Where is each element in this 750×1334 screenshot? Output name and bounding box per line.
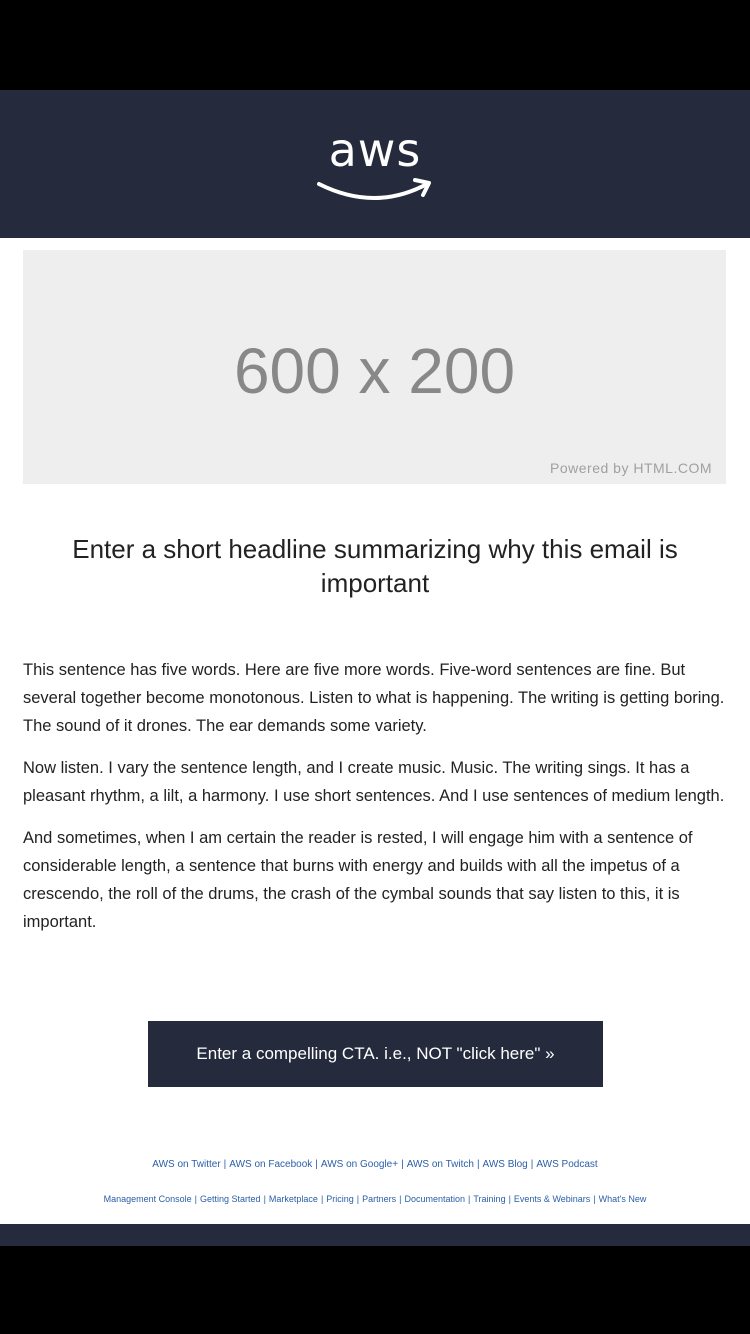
aws-logo-text: aws <box>328 123 422 177</box>
footer-separator: | <box>399 1194 402 1204</box>
footer-link-twitch[interactable]: AWS on Twitch <box>406 1159 474 1170</box>
aws-logo[interactable] <box>305 114 445 214</box>
footer-resource-links <box>0 1194 750 1204</box>
email-header <box>0 90 750 238</box>
cta-button[interactable]: Enter a compelling CTA. i.e., NOT "click here" » <box>148 1021 603 1087</box>
email-body <box>0 238 750 1224</box>
footer-link-pricing[interactable]: Pricing <box>326 1194 354 1204</box>
body-paragraph: This sentence has five words. Here are five more words. Five-word sentences are fine. But several together become monotonous. Listen to what is happening. The writing is getting boring. The sound of it drones. The ear demands some variety. <box>23 661 725 735</box>
footer-link-training[interactable]: Training <box>473 1194 506 1204</box>
footer-social-links <box>0 1159 750 1170</box>
aws-smile-icon <box>315 174 435 204</box>
footer-separator: | <box>320 1194 324 1204</box>
footer-separator: | <box>593 1194 596 1204</box>
body-copy <box>23 656 731 950</box>
body-paragraph: And sometimes, when I am certain the reader is rested, I will engage him with a sentence of considerable length, a sentence that burns with energy and builds with all the impetus of a crescendo, the roll of the drums, the crash of the cymbal sounds that say listen to this, it is important. <box>23 829 693 931</box>
hero-image-placeholder <box>23 250 726 484</box>
footer-separator: | <box>508 1194 511 1204</box>
footer-link-getting-started[interactable]: Getting Started <box>200 1194 261 1204</box>
footer-separator: | <box>315 1159 318 1170</box>
footer-link-partners[interactable]: Partners <box>362 1194 397 1204</box>
footer-separator: | <box>194 1194 198 1204</box>
footer-link-google-plus[interactable]: AWS on Google+ <box>320 1159 399 1170</box>
footer-separator: | <box>223 1159 227 1170</box>
footer-link-marketplace[interactable]: Marketplace <box>268 1194 318 1204</box>
footer-separator: | <box>476 1159 480 1170</box>
footer-separator: | <box>530 1159 534 1170</box>
email-headline: Enter a short headline summarizing why this email is important <box>72 534 678 598</box>
footer-bar <box>0 1224 750 1246</box>
footer-link-twitter[interactable]: AWS on Twitter <box>152 1159 221 1170</box>
footer-separator: | <box>401 1159 404 1170</box>
footer-link-documentation[interactable]: Documentation <box>404 1194 466 1204</box>
powered-by-text: Powered by HTML.COM <box>550 460 712 476</box>
footer-link-console[interactable]: Management Console <box>103 1194 192 1204</box>
footer-link-facebook[interactable]: AWS on Facebook <box>229 1159 313 1170</box>
footer-separator: | <box>468 1194 471 1204</box>
footer-separator: | <box>356 1194 360 1204</box>
footer-link-podcast[interactable]: AWS Podcast <box>536 1159 598 1170</box>
placeholder-size-text: 600 x 200 <box>233 335 516 407</box>
footer-separator: | <box>263 1194 266 1204</box>
footer-link-whats-new[interactable]: What's New <box>598 1194 647 1204</box>
footer-link-events[interactable]: Events & Webinars <box>513 1194 591 1204</box>
body-paragraph: Now listen. I vary the sentence length, and I create music. Music. The writing sings. It has a pleasant rhythm, a lilt, a harmony. I use short sentences. And I use sentences of medium length. <box>23 759 725 805</box>
footer-link-blog[interactable]: AWS Blog <box>482 1159 528 1170</box>
